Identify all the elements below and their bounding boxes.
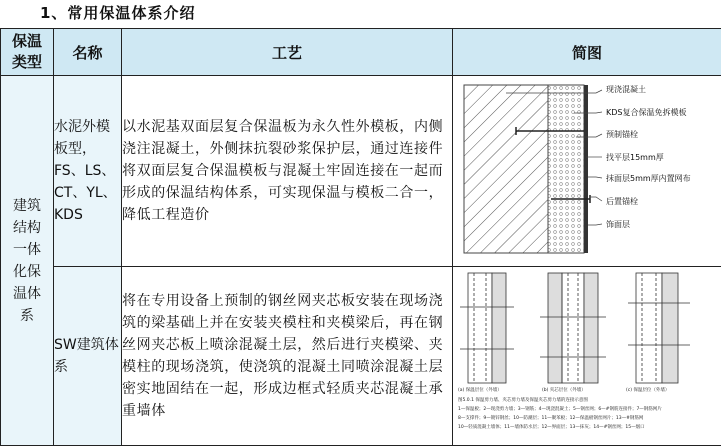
system-name-cell: SW建筑体系	[54, 267, 122, 446]
diagram-label: 预制锚栓	[606, 130, 638, 139]
diagram-label: 现浇混凝土	[606, 85, 646, 94]
diagram-caption: (b) 夹芯层位（外墙）	[542, 388, 586, 393]
category-cell: 建筑结构一体化保温体系	[1, 76, 54, 446]
diagram-cell	[453, 76, 721, 267]
header-name: 名称	[54, 29, 122, 76]
concrete-layer	[464, 85, 548, 253]
wall-section-c	[628, 273, 690, 383]
diagram-label: 抹面层5mm厚内置网布	[606, 174, 691, 183]
system-name-cell: 水泥外模板型，FS、LS、CT、YL、KDS	[54, 76, 122, 267]
diagram-label: KDS复合保温免拆模板	[606, 108, 687, 117]
diagram-label: 饰面层	[606, 220, 630, 229]
diagram-caption: (c) 保温层位（外墙）	[626, 388, 670, 393]
header-diagram: 简图	[453, 29, 721, 76]
process-cell: 将在专用设备上预制的钢丝网夹芯板安装在现场浇筑的梁基础上并在安装夹模柱和夹模梁后，再在钢丝网夹芯板上喷涂混凝土层，然后进行夹模梁、夹模柱的现场浇筑，使浇筑的混凝土同喷涂混凝土层密实地固结在一起，形成边框式轻质夹芯混凝土承重墙体	[122, 267, 453, 446]
wall-section-b	[540, 273, 606, 383]
kds-formwork-diagram	[456, 79, 718, 259]
diagram-label: 找平层15mm厚	[606, 153, 664, 162]
insulation-layer	[548, 85, 584, 253]
diagram-note: 8—支撑件；9—镀锌钢丝；10—防潮层；11—聚苯板；12—保温板钢丝网片；13—#钢筋网	[458, 416, 644, 421]
diagram-label: 后置锚栓	[606, 197, 638, 206]
diagram-note: 图5.0.1 保温剪力墙、夹芯剪力墙及保温夹芯剪力墙的连接示意图	[458, 398, 588, 403]
diagram-note: 10—轻质混凝土墙体；11—墙体防水层；12—界面层；13—抹灰；14—#钢丝网；15—烟口	[458, 425, 645, 430]
section-title: 1、常用保温体系介绍	[40, 4, 196, 22]
header-type: 保温类型	[1, 29, 54, 76]
header-process: 工艺	[122, 29, 453, 76]
diagram-cell	[453, 267, 721, 446]
diagram-note: 1—保温板；2—现浇剪力墙；3—钢筋；4—现浇混凝土；5—钢丝网；6—#钢筋连接件；7—钢筋网片	[458, 407, 662, 412]
insulation-systems-table	[0, 28, 721, 446]
table-header-row	[1, 29, 721, 76]
diagram-caption: (a) 保温层位（外墙）	[458, 388, 502, 393]
finish-layer	[584, 85, 588, 253]
process-cell: 以水泥基双面层复合保温板为永久性外模板，内侧浇注混凝土，外侧抹抗裂砂浆保护层，通过连接件将双面层复合保温模板与混凝土牢固连接在一起而形成的保温结构体系，可实现保温与模板二合一，降低工程造价	[122, 76, 453, 267]
table-row	[1, 76, 721, 267]
table-row	[1, 267, 721, 446]
sw-wall-diagram	[454, 267, 720, 441]
wall-section-a	[460, 273, 514, 383]
